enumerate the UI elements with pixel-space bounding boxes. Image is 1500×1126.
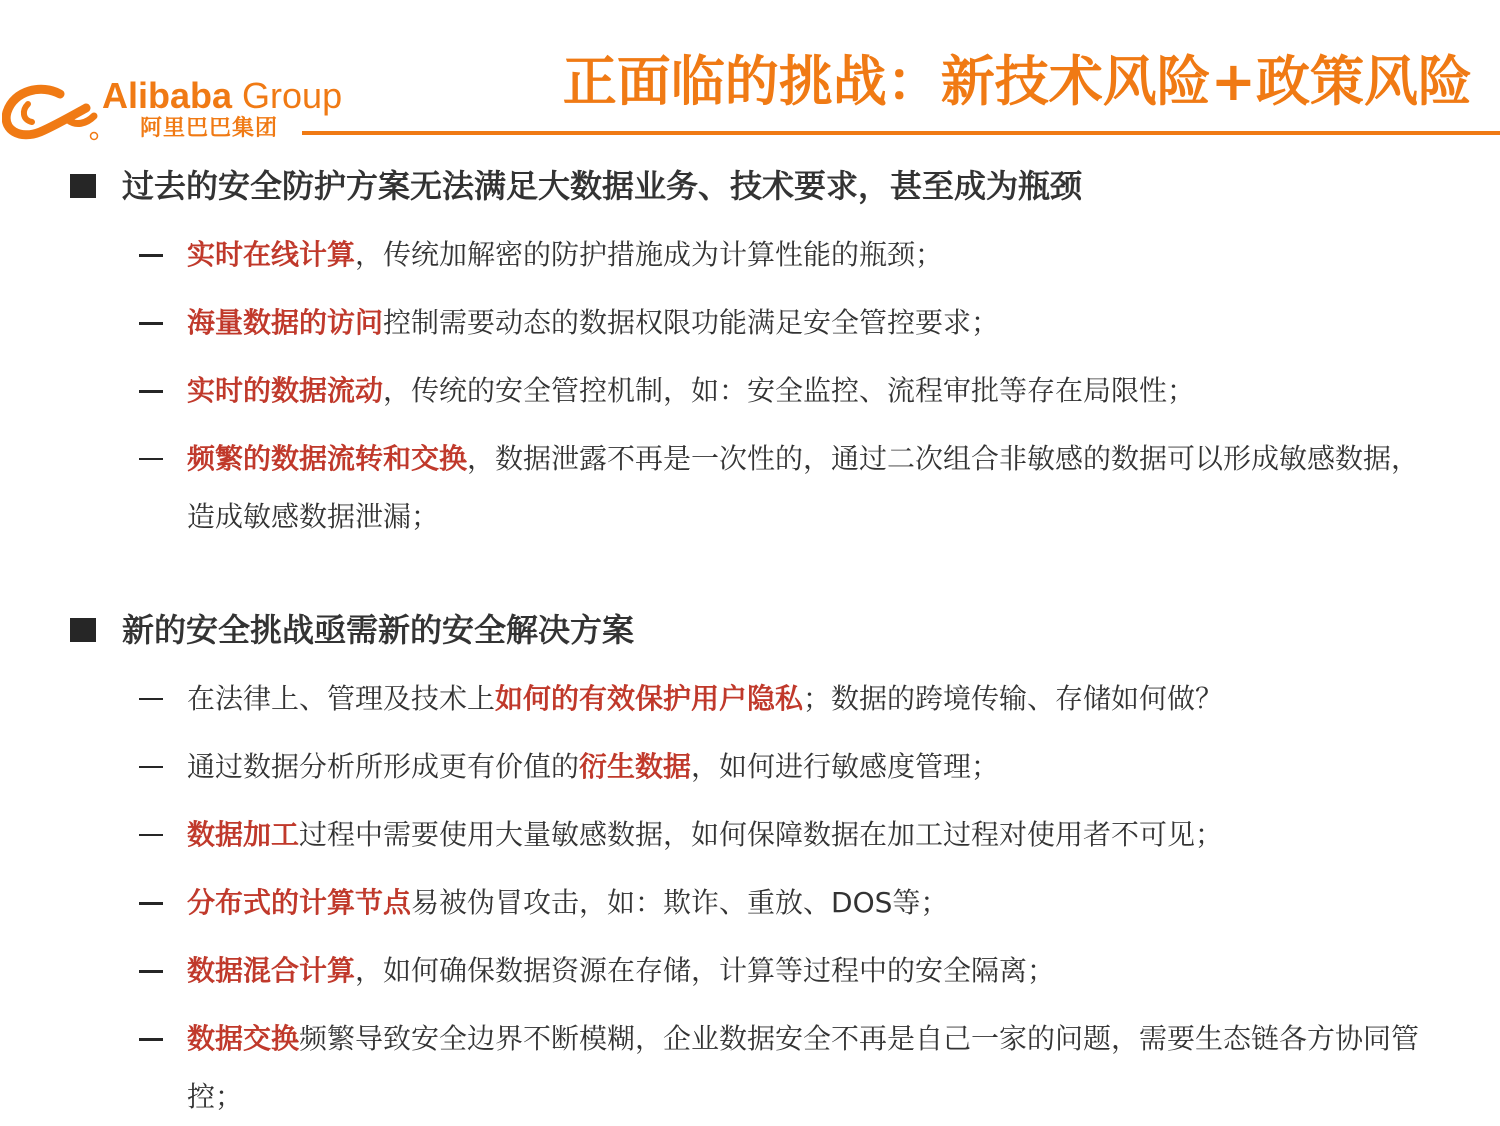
logo-text-english xyxy=(102,74,342,118)
slide-header xyxy=(0,0,1500,150)
item-text-pre: 在法律上、管理及技术上 xyxy=(187,682,496,715)
header-divider xyxy=(302,131,1500,135)
item-text-post: 过程中需要使用大量敏感数据，如何保障数据在加工过程对使用者不可见； xyxy=(299,818,1224,851)
section-heading-text: 过去的安全防护方案无法满足大数据业务、技术要求，甚至成为瓶颈 xyxy=(122,167,1083,205)
list-item-text xyxy=(187,874,1447,932)
item-text-post: ，传统加解密的防护措施成为计算性能的瓶颈； xyxy=(355,238,944,271)
logo-text-alibaba: Alibaba xyxy=(102,75,233,116)
section-heading xyxy=(0,162,1500,210)
dash-bullet-icon xyxy=(139,1038,163,1041)
logo-text-group: Group xyxy=(232,75,343,116)
item-highlight: 衍生数据 xyxy=(579,750,692,783)
item-text-post: ；数据的跨境传输、存储如何做？ xyxy=(803,682,1224,715)
item-highlight: 频繁的数据流转和交换 xyxy=(187,442,468,475)
list-item-text xyxy=(187,1010,1447,1126)
item-text-pre: 通过数据分析所形成更有价值的 xyxy=(187,750,580,783)
item-highlight: 分布式的计算节点 xyxy=(187,886,412,919)
square-bullet-icon xyxy=(70,174,96,198)
alibaba-group-logo xyxy=(2,72,402,147)
dash-bullet-icon xyxy=(139,834,163,836)
item-highlight: 实时的数据流动 xyxy=(187,374,384,407)
item-highlight: 实时在线计算 xyxy=(187,238,356,271)
item-text-post: 易被伪冒攻击，如：欺诈、重放、DOS等； xyxy=(411,886,949,919)
alibaba-smile-logo-icon xyxy=(2,80,100,142)
list-item-text xyxy=(187,430,1447,546)
dash-bullet-icon xyxy=(139,766,163,768)
dash-bullet-icon xyxy=(139,390,163,393)
list-item-text xyxy=(187,362,1447,420)
list-item-text xyxy=(187,942,1447,1000)
item-text-post: ，传统的安全管控机制，如：安全监控、流程审批等存在局限性； xyxy=(383,374,1196,407)
item-text-post: ，如何确保数据资源在存储，计算等过程中的安全隔离； xyxy=(355,954,1056,987)
list-item-text xyxy=(187,226,1447,284)
section-heading xyxy=(0,606,1500,654)
list-item-text xyxy=(187,670,1447,728)
item-highlight: 数据加工 xyxy=(187,818,300,851)
dash-bullet-icon xyxy=(139,322,163,325)
list-item-text xyxy=(187,738,1447,796)
item-highlight: 如何的有效保护用户隐私 xyxy=(495,682,804,715)
item-text-post: 控制需要动态的数据权限功能满足安全管控要求； xyxy=(383,306,1000,339)
logo-text-chinese: 阿里巴巴集团 xyxy=(140,116,279,141)
dash-bullet-icon xyxy=(139,970,163,973)
item-text-post: ，数据泄露不再是一次性的，通过二次组合非敏感的数据可以形成敏感数据，造成敏感数据泄漏； xyxy=(187,442,1420,533)
item-text-post: ，如何进行敏感度管理； xyxy=(691,750,1000,783)
item-text-post: 频繁导致安全边界不断模糊，企业数据安全不再是自己一家的问题，需要生态链各方协同管控； xyxy=(187,1022,1420,1113)
list-item-text xyxy=(187,294,1447,352)
list-item-text xyxy=(187,806,1447,864)
dash-bullet-icon xyxy=(139,254,163,257)
slide-title: 正面临的挑战：新技术风险+政策风险 xyxy=(562,50,1472,113)
dash-bullet-icon xyxy=(139,902,163,905)
item-highlight: 数据混合计算 xyxy=(187,954,356,987)
dash-bullet-icon xyxy=(139,698,163,700)
item-highlight: 数据交换 xyxy=(187,1022,300,1055)
dash-bullet-icon xyxy=(139,458,163,460)
square-bullet-icon xyxy=(70,618,96,642)
section-heading-text: 新的安全挑战亟需新的安全解决方案 xyxy=(122,611,635,649)
item-highlight: 海量数据的访问 xyxy=(187,306,384,339)
